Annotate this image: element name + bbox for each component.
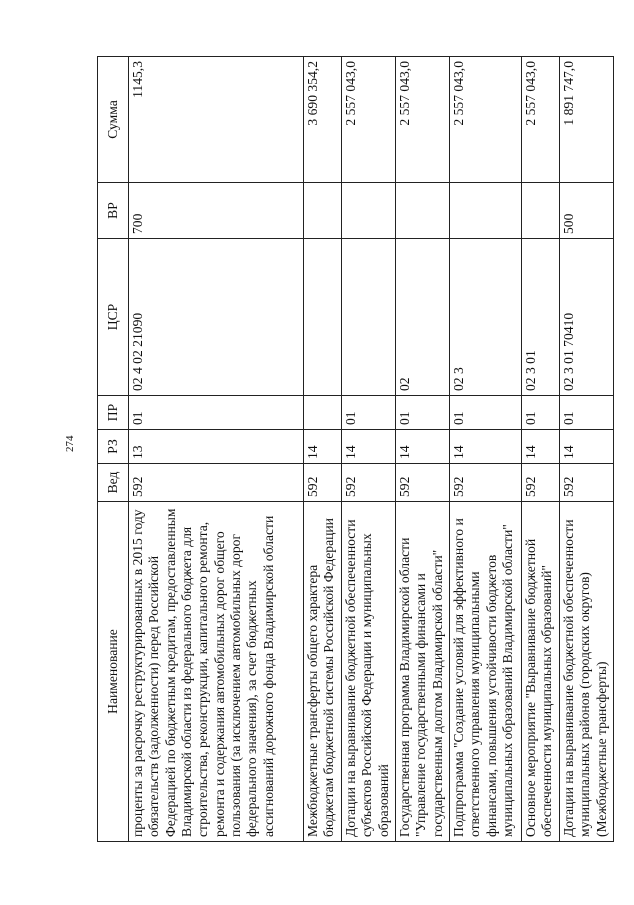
cell-csr	[342, 239, 396, 396]
header-rz: РЗ	[98, 430, 129, 464]
cell-sum: 2 557 043,0	[342, 57, 396, 183]
cell-pr: 01	[342, 396, 396, 430]
cell-sum: 1145,3	[129, 57, 304, 183]
cell-vr: 500	[560, 183, 614, 239]
cell-pr: 01	[560, 396, 614, 430]
cell-rz: 14	[522, 430, 560, 464]
cell-name: проценты за расрочку реструктурированных в 2015 году обязательств (задолженности) перед Российской Федерацией по бюджетным кредитам, предоставленным Владимирской области из федерального бюджета для строительства, реконструкции, капитального ремонта, ремонта и содержания автомобильных дорог общего пользования (за исключением автомобильных дорог федерального значения), за счет бюджетных ассигнований дорожного фонда Владимирской области	[129, 502, 304, 842]
cell-name: Государственная программа Владимирской области "Управление государственными финансами и государственным долгом Владимирской области"	[396, 502, 450, 842]
cell-rz: 14	[304, 430, 342, 464]
cell-csr: 02	[396, 239, 450, 396]
cell-ved: 592	[522, 464, 560, 502]
cell-ved: 592	[304, 464, 342, 502]
cell-name: Подпрограмма "Создание условий для эффективного и ответственного управления муниципальными финансами, повышения устойчивости бюджетов муниципальных образований Владимирской области"	[450, 502, 522, 842]
header-csr: ЦСР	[98, 239, 129, 396]
cell-pr	[304, 396, 342, 430]
table-row	[450, 57, 522, 842]
cell-name: Основное мероприятие "Выравнивание бюджетной обеспеченности муниципальных образований"	[522, 502, 560, 842]
cell-csr: 02 3 01	[522, 239, 560, 396]
header-pr: ПР	[98, 396, 129, 430]
cell-ved: 592	[342, 464, 396, 502]
cell-vr	[396, 183, 450, 239]
header-ved: Вед	[98, 464, 129, 502]
cell-name: Дотации на выравнивание бюджетной обеспеченности муниципальных районов (городских округов) (Межбюджетные трансферты)	[560, 502, 614, 842]
table-row	[396, 57, 450, 842]
cell-ved: 592	[396, 464, 450, 502]
cell-ved: 592	[450, 464, 522, 502]
rotated-table-wrapper	[97, 57, 609, 842]
cell-pr: 01	[396, 396, 450, 430]
table-row	[522, 57, 560, 842]
cell-name: Межбюджетные трансферты общего характера бюджетам бюджетной системы Российской Федерации	[304, 502, 342, 842]
cell-vr	[342, 183, 396, 239]
cell-sum: 2 557 043,0	[450, 57, 522, 183]
cell-sum: 1 891 747,0	[560, 57, 614, 183]
cell-pr: 01	[129, 396, 304, 430]
table-row	[560, 57, 614, 842]
cell-sum: 3 690 354,2	[304, 57, 342, 183]
budget-table	[97, 56, 614, 842]
cell-csr: 02 3	[450, 239, 522, 396]
cell-sum: 2 557 043,0	[522, 57, 560, 183]
header-sum: Сумма	[98, 57, 129, 183]
cell-pr: 01	[522, 396, 560, 430]
cell-pr: 01	[450, 396, 522, 430]
cell-vr: 700	[129, 183, 304, 239]
cell-ved: 592	[129, 464, 304, 502]
cell-csr: 02 4 02 21090	[129, 239, 304, 396]
cell-vr	[522, 183, 560, 239]
table-row	[342, 57, 396, 842]
cell-csr: 02 3 01 70410	[560, 239, 614, 396]
table-row	[129, 57, 304, 842]
cell-rz: 14	[560, 430, 614, 464]
cell-rz: 14	[450, 430, 522, 464]
cell-vr	[304, 183, 342, 239]
cell-rz: 14	[396, 430, 450, 464]
cell-sum: 2 557 043,0	[396, 57, 450, 183]
cell-rz: 14	[342, 430, 396, 464]
cell-ved: 592	[560, 464, 614, 502]
page-number: 274	[64, 435, 76, 452]
cell-csr	[304, 239, 342, 396]
cell-vr	[450, 183, 522, 239]
cell-name: Дотации на выравнивание бюджетной обеспеченности субъектов Российской Федерации и муниципальных образований	[342, 502, 396, 842]
header-name: Наименование	[98, 502, 129, 842]
cell-rz: 13	[129, 430, 304, 464]
table-row	[304, 57, 342, 842]
table-header-row	[98, 57, 129, 842]
header-vr: ВР	[98, 183, 129, 239]
